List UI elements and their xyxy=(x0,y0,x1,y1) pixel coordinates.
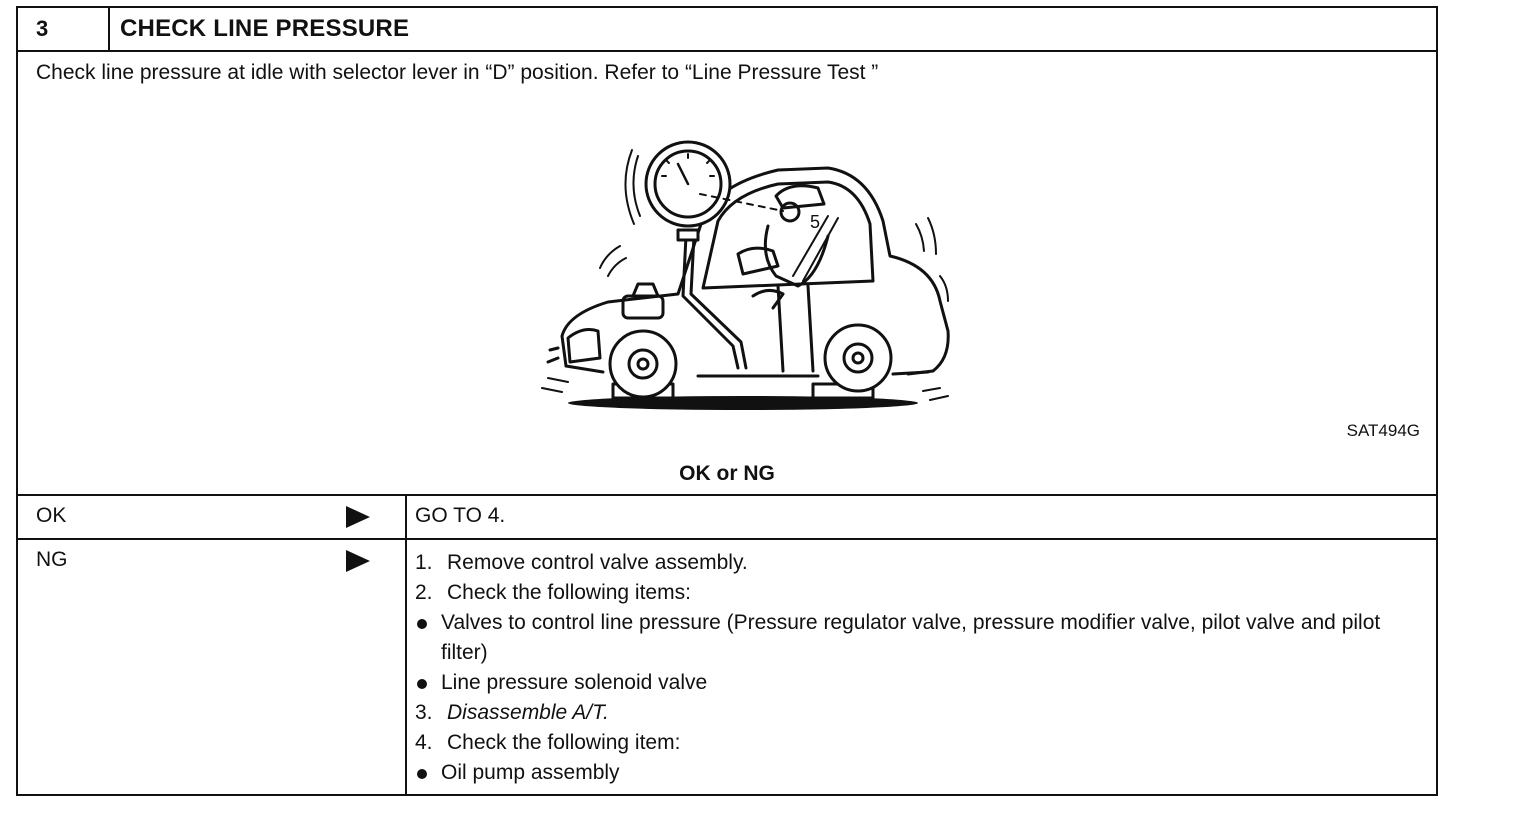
list-item xyxy=(415,548,1418,578)
column-divider xyxy=(405,496,407,538)
step-title: CHECK LINE PRESSURE xyxy=(120,15,410,42)
list-item xyxy=(415,758,1418,788)
list-item-text: Line pressure solenoid valve xyxy=(441,671,708,694)
diagnostic-step-table xyxy=(16,6,1438,796)
list-item-text: Disassemble A/T. xyxy=(447,701,609,724)
result-row-ok xyxy=(18,494,1436,538)
step-header xyxy=(18,8,1436,52)
list-marker: 1. xyxy=(415,551,433,574)
list-item-text: Check the following items: xyxy=(447,581,691,604)
list-marker: 4. xyxy=(415,731,433,754)
list-item-text: Check the following item: xyxy=(447,731,681,754)
list-item xyxy=(415,608,1418,668)
step-instruction: Check line pressure at idle with selector lever in “D” position. Refer to “Line Pressure Test ” xyxy=(36,61,879,84)
list-item-text: Oil pump assembly xyxy=(441,761,620,784)
result-question: OK or NG xyxy=(679,462,775,485)
figure-code: SAT494G xyxy=(1346,421,1420,440)
bullet-icon xyxy=(417,679,427,689)
arrow-right-icon xyxy=(346,506,370,528)
list-marker: 3. xyxy=(415,701,433,724)
result-label-ok: OK xyxy=(36,504,67,527)
figure-illustration xyxy=(528,126,958,431)
list-item xyxy=(415,668,1418,698)
car-with-pressure-gauge-illustration xyxy=(528,126,958,426)
list-item xyxy=(415,698,1418,728)
result-label-ng: NG xyxy=(36,548,68,571)
bullet-icon xyxy=(417,769,427,779)
step-number: 3 xyxy=(18,8,110,50)
ng-action-list xyxy=(415,548,1418,788)
arrow-right-icon xyxy=(346,550,370,572)
list-item xyxy=(415,728,1418,758)
list-item-text: Valves to control line pressure (Pressure regulator valve, pressure modifier valve, pilot valve and pilot filter) xyxy=(441,611,1381,664)
gauge-label: 5 xyxy=(810,212,821,232)
bullet-icon xyxy=(417,619,427,629)
list-item xyxy=(415,578,1418,608)
list-marker: 2. xyxy=(415,581,433,604)
list-item-text: Remove control valve assembly. xyxy=(447,551,748,574)
column-divider xyxy=(405,540,407,794)
result-row-ng xyxy=(18,538,1436,794)
result-action-ok: GO TO 4. xyxy=(415,504,506,527)
